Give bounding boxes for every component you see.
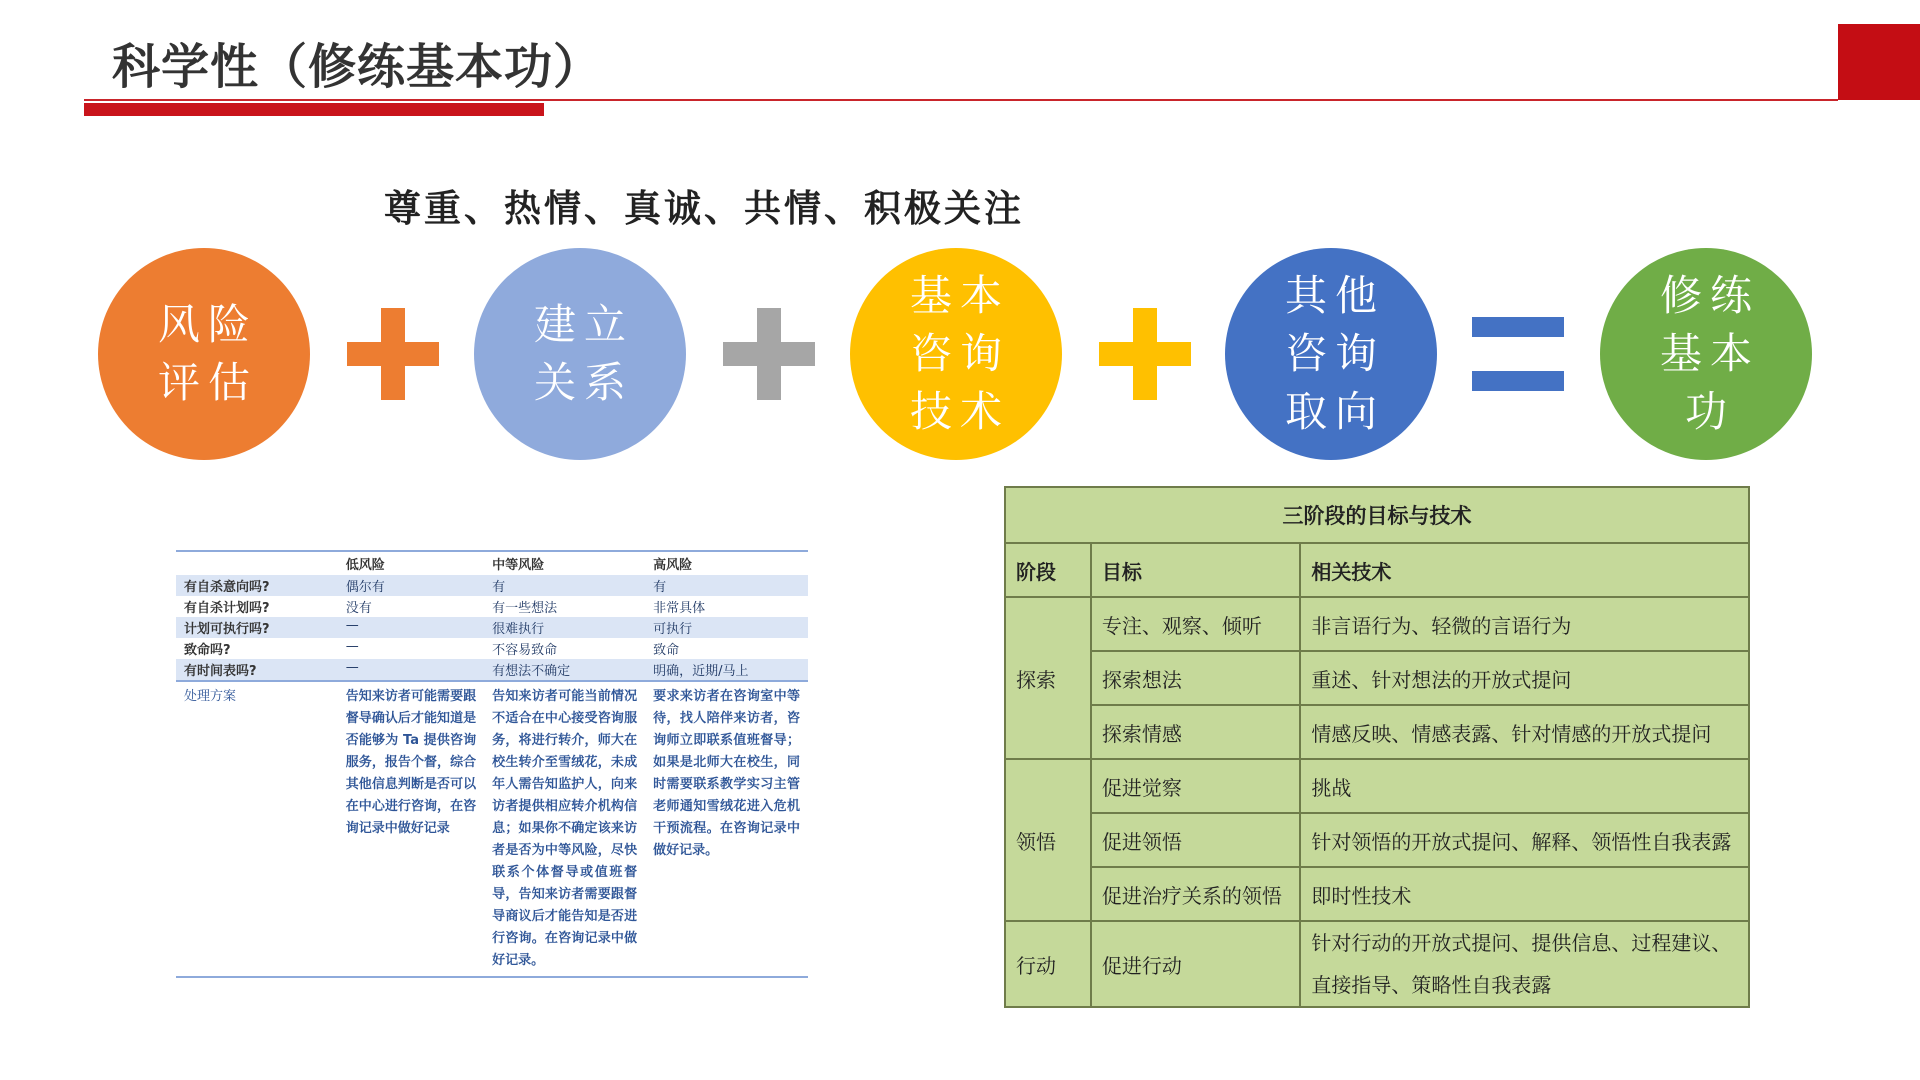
table-cell: 有自杀意向吗? bbox=[176, 575, 338, 596]
table-cell: 非常具体 bbox=[653, 601, 706, 616]
table-row bbox=[1005, 813, 1749, 867]
page-title: 科学性（修练基本功） bbox=[112, 39, 603, 95]
goal-cell: 促进领悟 bbox=[1091, 813, 1300, 867]
equals-icon bbox=[1472, 317, 1564, 391]
plus-icon bbox=[723, 308, 815, 400]
stage-cell: 行动 bbox=[1005, 921, 1091, 1007]
circle-basic-skills bbox=[850, 248, 1062, 460]
principles-subtitle: 尊重、热情、真诚、共情、积极关注 bbox=[384, 186, 1024, 230]
table-header-cell: 低风险 bbox=[338, 551, 484, 575]
table-cell: 致命吗? bbox=[184, 643, 231, 658]
table-cell: 很难执行 bbox=[484, 617, 645, 638]
table-cell: 计划可执行吗? bbox=[176, 617, 338, 638]
circle-build-relationship bbox=[474, 248, 686, 460]
goal-cell: 探索情感 bbox=[1091, 705, 1300, 759]
technique-cell: 针对领悟的开放式提问、解释、领悟性自我表露 bbox=[1300, 813, 1749, 867]
table-header-cell: 相关技术 bbox=[1300, 543, 1749, 597]
table-row bbox=[1005, 921, 1749, 1007]
table-row bbox=[1005, 867, 1749, 921]
table-cell: — bbox=[338, 659, 484, 681]
table-header-cell: 高风险 bbox=[645, 551, 808, 575]
table-cell: 不容易致命 bbox=[492, 643, 558, 658]
table-cell: 要求来访者在咨询室中等待，找人陪伴来访者，咨询师立即联系值班督导；如果是北师大在校生，同时需要联系教学实习主管老师通知雪绒花进入危机干预流程。在咨询记录中做好记录。 bbox=[645, 681, 808, 977]
circle-basic-training bbox=[1600, 248, 1812, 460]
table-header-cell bbox=[176, 551, 338, 575]
technique-cell: 即时性技术 bbox=[1300, 867, 1749, 921]
goal-cell: 专注、观察、倾听 bbox=[1091, 597, 1300, 651]
technique-cell: 非言语行为、轻微的言语行为 bbox=[1300, 597, 1749, 651]
table-cell: 有一些想法 bbox=[492, 601, 558, 616]
technique-cell: 情感反映、情感表露、针对情感的开放式提问 bbox=[1300, 705, 1749, 759]
table-cell: 有时间表吗? bbox=[176, 659, 338, 681]
table-cell: 明确，近期/马上 bbox=[645, 659, 808, 681]
stage-cell: 探索 bbox=[1005, 597, 1091, 759]
table-row bbox=[176, 596, 808, 617]
table-row bbox=[1005, 759, 1749, 813]
goal-cell: 促进治疗关系的领悟 bbox=[1091, 867, 1300, 921]
circle-other-orientations bbox=[1225, 248, 1437, 460]
goal-cell: 探索想法 bbox=[1091, 651, 1300, 705]
table-row bbox=[176, 659, 808, 681]
table-header-cell: 中等风险 bbox=[484, 551, 645, 575]
circle-label: 建立 关系 bbox=[533, 300, 634, 407]
table-cell: 偶尔有 bbox=[338, 575, 484, 596]
table-header-row bbox=[176, 551, 808, 575]
table-cell: 告知来访者可能需要跟督导确认后才能知道是否能够为 Ta 提供咨询服务，报告个督，综合其他信息判断是否可以在中心进行咨询，在咨询记录中做好记录 bbox=[338, 681, 484, 977]
table-cell: 处理方案 bbox=[176, 681, 338, 977]
table-header-row bbox=[1005, 543, 1749, 597]
table-cell: — bbox=[345, 639, 359, 654]
table-cell: 告知来访者可能当前情况不适合在中心接受咨询服务，将进行转介，师大在校生转介至雪绒花，未成年人需告知监护人，向来访者提供相应转介机构信息；如果你不确定该来访者是否为中等风险，尽快联系个体督导或值班督导，告知来访者需要跟督导商议后才能告知是否进行咨询。在咨询记录中做好记录。 bbox=[484, 681, 645, 977]
stage-goals-table bbox=[1004, 486, 1750, 1008]
table-cell: — bbox=[338, 617, 484, 638]
table-cell: 有 bbox=[645, 575, 808, 596]
circle-label: 其他 咨询 取向 bbox=[1284, 271, 1385, 436]
table-cell: 致命 bbox=[653, 643, 680, 658]
corner-accent-block bbox=[1838, 24, 1920, 100]
table-row bbox=[176, 575, 808, 596]
circle-risk-assessment bbox=[98, 248, 310, 460]
technique-cell: 针对行动的开放式提问、提供信息、过程建议、直接指导、策略性自我表露 bbox=[1300, 921, 1749, 1007]
table-cell: 有想法不确定 bbox=[484, 659, 645, 681]
table-cell: 有 bbox=[484, 575, 645, 596]
table-header-cell: 阶段 bbox=[1005, 543, 1091, 597]
title-accent-bar bbox=[84, 103, 544, 116]
technique-cell: 重述、针对想法的开放式提问 bbox=[1300, 651, 1749, 705]
table-row bbox=[1005, 651, 1749, 705]
table-header-cell: 目标 bbox=[1091, 543, 1300, 597]
table-cell: 可执行 bbox=[645, 617, 808, 638]
goal-cell: 促进觉察 bbox=[1091, 759, 1300, 813]
table-row bbox=[176, 617, 808, 638]
table-caption: 三阶段的目标与技术 bbox=[1005, 487, 1749, 543]
table-row bbox=[176, 638, 808, 659]
technique-cell: 挑战 bbox=[1300, 759, 1749, 813]
risk-assessment-table bbox=[176, 550, 808, 978]
plus-icon bbox=[347, 308, 439, 400]
table-cell: 有自杀计划吗? bbox=[184, 601, 270, 616]
circle-label: 修练 基本 功 bbox=[1659, 271, 1760, 436]
title-underline bbox=[84, 99, 1838, 101]
plus-icon bbox=[1099, 308, 1191, 400]
circle-label: 风险 评估 bbox=[157, 300, 258, 407]
table-row bbox=[1005, 597, 1749, 651]
table-row bbox=[1005, 705, 1749, 759]
circle-label: 基本 咨询 技术 bbox=[909, 271, 1010, 436]
table-row-plan bbox=[176, 681, 808, 977]
stage-cell: 领悟 bbox=[1005, 759, 1091, 921]
table-cell: 没有 bbox=[345, 601, 372, 616]
goal-cell: 促进行动 bbox=[1091, 921, 1300, 1007]
